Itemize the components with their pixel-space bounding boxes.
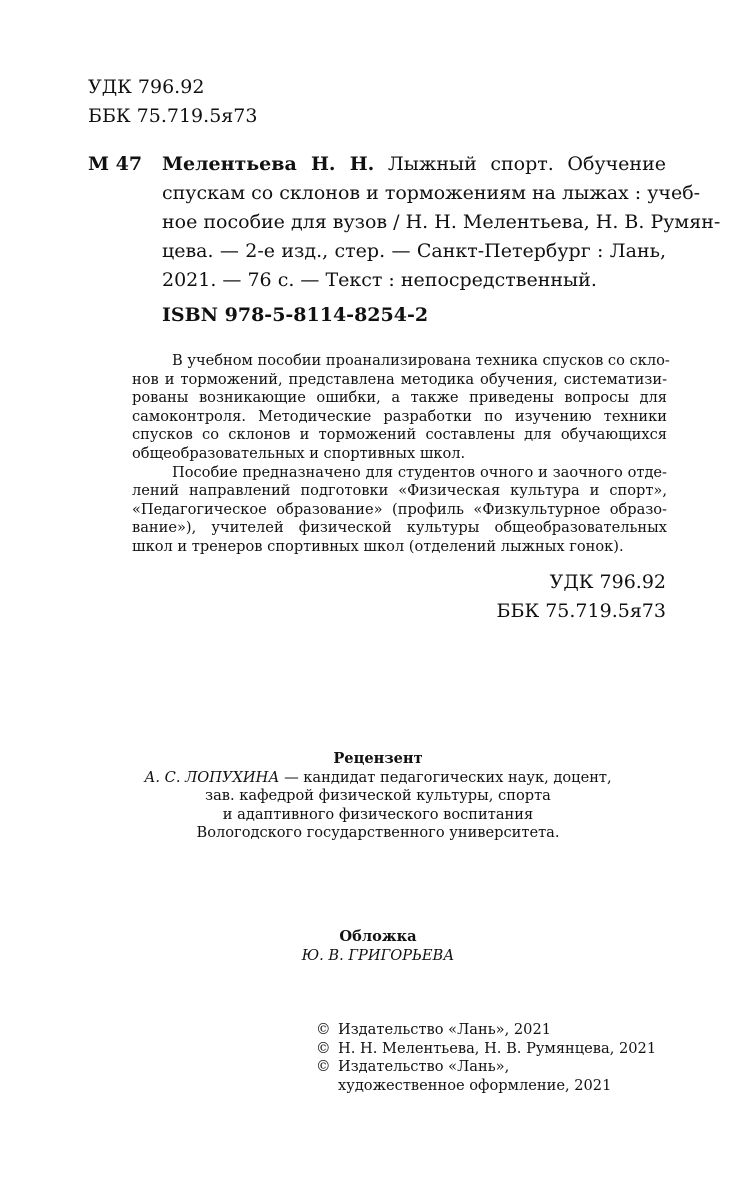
copyright-line: © Издательство «Лань», [316, 1058, 510, 1076]
bib-line-5: 2021. — 76 с. — Текст : непосредственный. [162, 269, 597, 291]
copyright-icon: © [316, 1021, 331, 1038]
bib-line-1: Мелентьева Н. Н. Лыжный спорт. Обучение [162, 153, 667, 175]
abstract-line: В учебном пособии проанализирована техника спусков со скло- [172, 352, 670, 369]
cover-artist: Ю. В. ГРИГОРЬЕВА [301, 946, 455, 964]
author-sign: М 47 [88, 153, 143, 175]
bibliographic-description [162, 150, 721, 295]
abstract-line: Пособие предназначено для студентов очного и заочного отде- [172, 463, 667, 481]
abstract-line: нов и торможений, представлена методика обучения, систематизи- [132, 370, 667, 388]
abstract-line: лений направлений подготовки «Физическая культура и спорт», [132, 482, 667, 500]
isbn: ISBN 978-5-8114-8254-2 [162, 304, 429, 326]
bbk-code: ББК 75.719.5я73 [88, 105, 258, 127]
reviewer-line-3: и адаптивного физического воспитания [222, 805, 534, 823]
copyright-icon: © [316, 1058, 331, 1076]
cover-block [0, 928, 756, 965]
copyright-line: © Издательство «Лань», 2021 [316, 1021, 552, 1038]
reviewer-line-2: зав. кафедрой физической культуры, спорта [205, 787, 551, 805]
abstract-line: школ и тренеров спортивных школ (отделений лыжных гонок). [132, 537, 624, 555]
abstract-line: самоконтроля. Методические разработки по изучению техники [132, 407, 667, 425]
bib-line-3: ное пособие для вузов / Н. Н. Мелентьева, Н. В. Румян- [162, 211, 721, 233]
udk-code: УДК 796.92 [549, 571, 666, 593]
bbk-code: ББК 75.719.5я73 [496, 600, 666, 622]
copyright-block [316, 1021, 656, 1095]
copyright-icon: © [316, 1039, 331, 1057]
abstract-line: вание»), учителей физической культуры общеобразовательных [132, 519, 667, 537]
reviewer-block [0, 750, 756, 843]
reviewer-line-4: Вологодского государственного университета. [196, 824, 560, 842]
abstract-line: спусков со склонов и торможений составлены для обучающихся [132, 426, 667, 444]
author-name: Мелентьева Н. Н. [162, 153, 375, 175]
copyright-line: © Н. Н. Мелентьева, Н. В. Румянцева, 2021 [316, 1039, 657, 1057]
cover-label: Обложка [339, 928, 417, 945]
abstract-line: рованы возникающие ошибки, а также приведены вопросы для [132, 389, 667, 407]
abstract [132, 352, 670, 557]
bib-line-2: спускам со склонов и торможениям на лыжах : учеб- [162, 182, 701, 204]
reviewer-line-1: А. С. ЛОПУХИНА — кандидат педагогических наук, доцент, [144, 768, 612, 786]
copyright-line-continued: художественное оформление, 2021 [338, 1076, 612, 1094]
reviewer-label: Рецензент [333, 750, 423, 767]
udk-bbk-header [88, 73, 257, 131]
bib-line-4: цева. — 2-е изд., стер. — Санкт-Петербург : Лань, [162, 240, 666, 262]
abstract-line: «Педагогическое образование» (профиль «Физкультурное образо- [132, 500, 667, 518]
abstract-line: общеобразовательных и спортивных школ. [132, 444, 466, 462]
udk-bbk-footer [497, 568, 666, 626]
reviewer-name: А. С. ЛОПУХИНА [144, 768, 280, 786]
udk-code: УДК 796.92 [88, 76, 205, 98]
